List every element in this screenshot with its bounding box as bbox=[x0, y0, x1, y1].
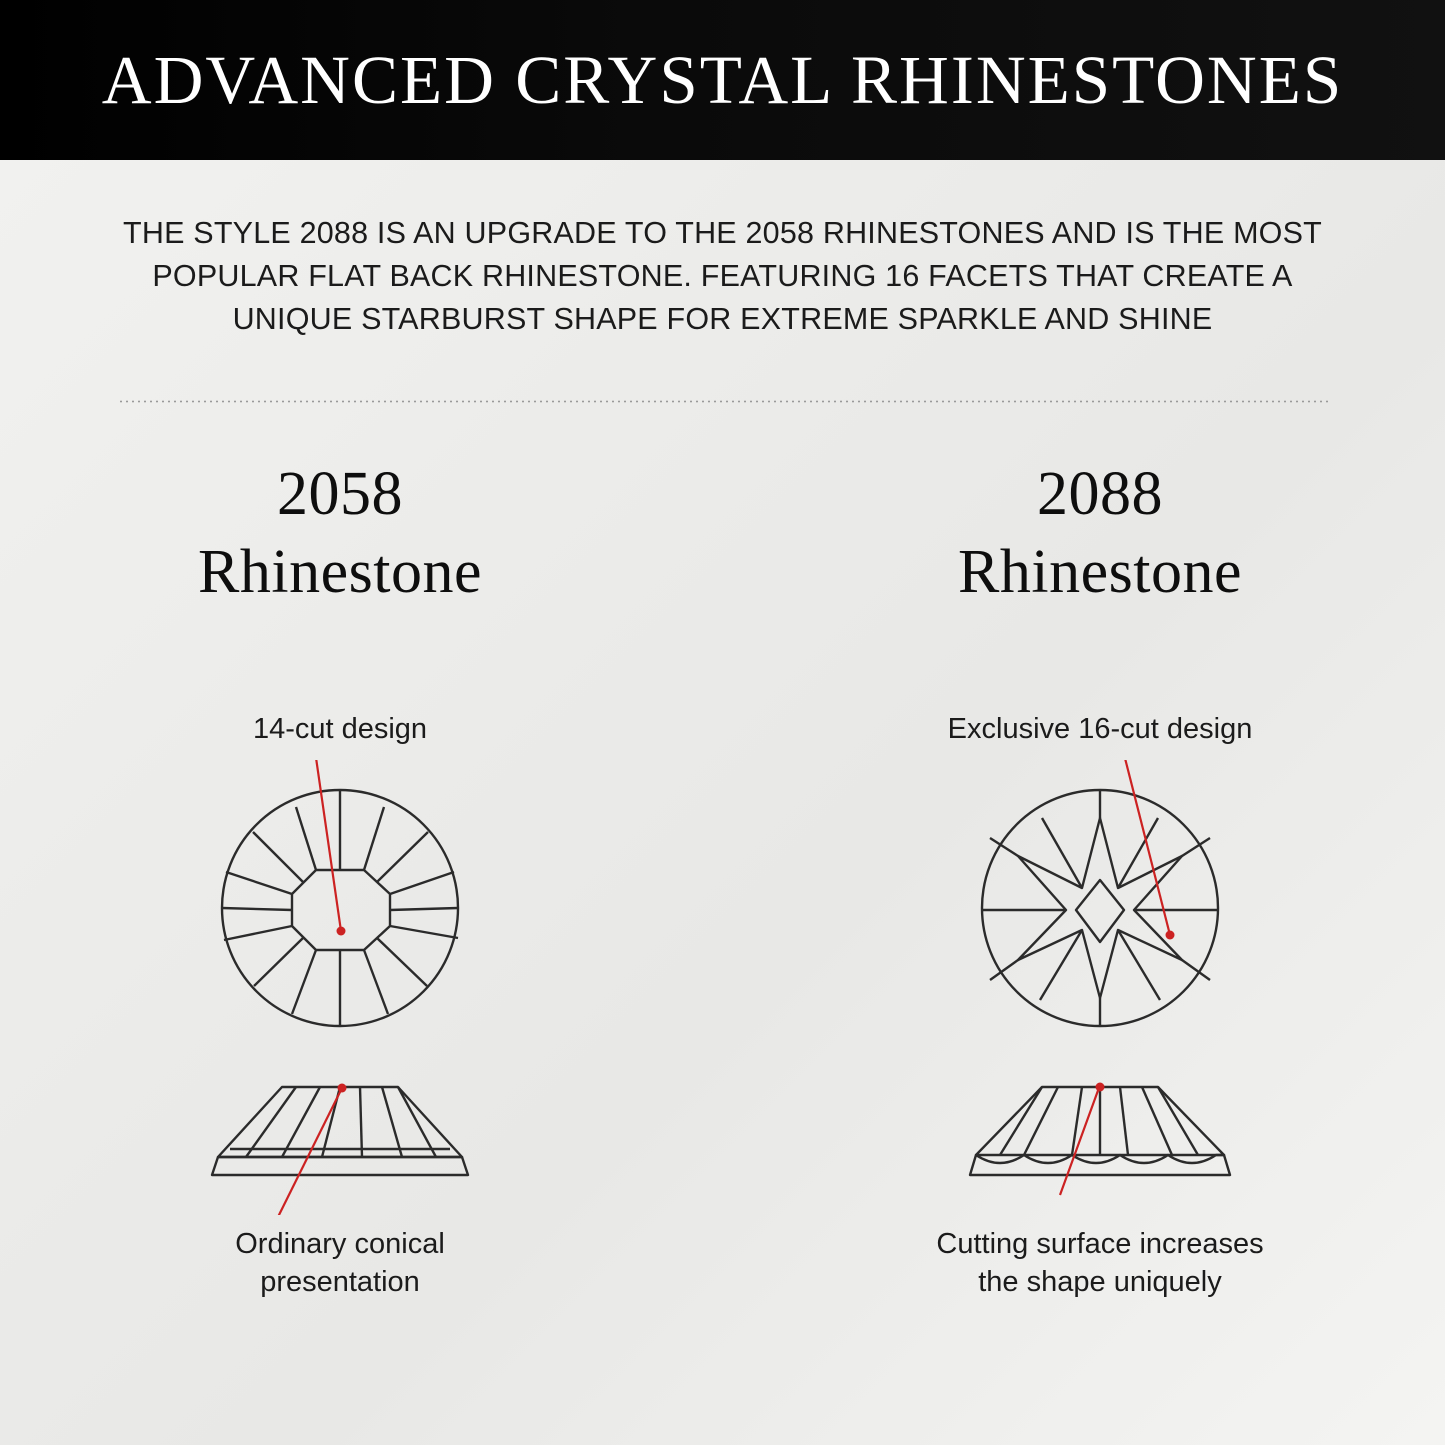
callout-2058-bottom-line2: presentation bbox=[260, 1266, 420, 1298]
callout-2088-bottom bbox=[790, 1225, 1410, 1301]
header-band bbox=[0, 0, 1445, 160]
callout-2058-top: 14-cut design bbox=[252, 713, 428, 745]
column-2058-title-number: 2058 bbox=[277, 460, 403, 528]
rhinestone-2058-side-view bbox=[30, 1075, 650, 1215]
callout-2088-top: Exclusive 16-cut design bbox=[947, 713, 1253, 745]
column-2088-title-number: 2088 bbox=[1037, 460, 1163, 528]
callout-2088-bottom-line2: the shape uniquely bbox=[978, 1266, 1222, 1298]
column-2058 bbox=[30, 455, 650, 1355]
rhinestone-2088-side-view bbox=[790, 1075, 1410, 1215]
column-2058-title bbox=[30, 455, 650, 611]
column-2088-title bbox=[790, 455, 1410, 611]
rhinestone-2058-top-view bbox=[30, 760, 650, 1060]
rhinestone-2088-top-view bbox=[790, 760, 1410, 1060]
column-2088-title-word: Rhinestone bbox=[958, 538, 1242, 606]
callout-2058-bottom bbox=[30, 1225, 650, 1301]
intro-paragraph: THE STYLE 2088 IS AN UPGRADE TO THE 2058 RHINESTONES AND IS THE MOST POPULAR FLAT BACK RHINESTONE. FEATURING 16 FACETS THAT CREATE A UNIQUE STARBURST SHAPE FOR EXTREME SPARKLE AND SHINE bbox=[123, 216, 1322, 336]
dotted-divider bbox=[118, 400, 1328, 403]
column-2088 bbox=[790, 455, 1410, 1355]
callout-2088-bottom-line1: Cutting surface increases bbox=[936, 1228, 1264, 1260]
callout-2058-bottom-line1: Ordinary conical bbox=[235, 1228, 445, 1260]
page-title: ADVANCED CRYSTAL RHINESTONES bbox=[101, 41, 1344, 118]
column-2058-title-word: Rhinestone bbox=[198, 538, 482, 606]
